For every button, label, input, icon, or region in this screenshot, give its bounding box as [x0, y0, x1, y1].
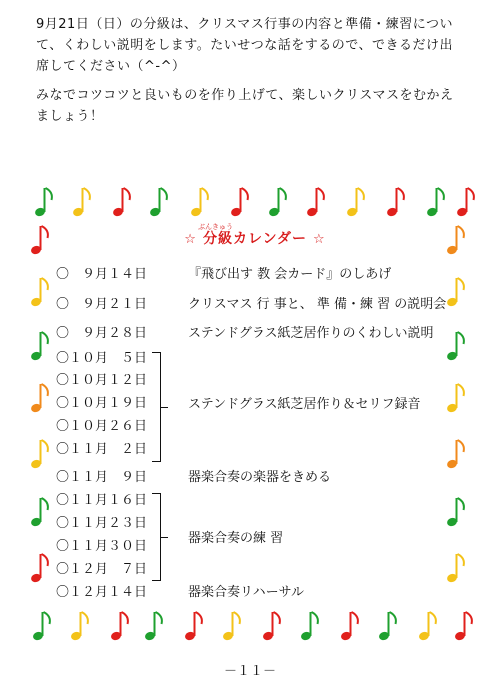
music-note-icon	[454, 612, 472, 641]
music-note-icon	[426, 188, 444, 217]
music-note-icon	[378, 612, 396, 641]
music-note-icon	[268, 188, 286, 217]
bracket-october	[152, 352, 161, 462]
row-date: 〇１０月１９日	[56, 396, 148, 411]
music-note-icon	[30, 554, 48, 583]
music-note-icon	[262, 612, 280, 641]
row-date: 〇１０月 ５日	[56, 351, 148, 366]
music-note-icon	[386, 188, 404, 217]
music-note-icon	[340, 612, 358, 641]
music-note-icon	[144, 612, 162, 641]
event-ensemble-practice: 器楽合奏の練 習	[188, 531, 284, 546]
music-note-icon	[346, 188, 364, 217]
music-note-icon	[30, 440, 48, 469]
event-card-finish: 『飛び出す 教 会カード』のしあげ	[188, 267, 392, 282]
music-note-icon	[446, 440, 464, 469]
star-icon-right: ☆	[313, 232, 326, 247]
event-explanation-meeting: クリスマス 行 事と、 準 備・練 習 の説明会	[188, 297, 447, 312]
music-note-icon	[72, 188, 90, 217]
row-date: 〇 ９月２８日	[56, 326, 148, 341]
music-note-icon	[446, 226, 464, 255]
music-note-icon	[456, 188, 474, 217]
music-note-icon	[446, 554, 464, 583]
row-date: 〇１２月１４日	[56, 585, 148, 600]
row-date: 〇１２月 ７日	[56, 562, 148, 577]
intro-paragraph-2: みなでコツコツと良いものを作り上げて、楽しいクリスマスをむかえましょう！	[36, 88, 454, 124]
music-note-icon	[34, 188, 52, 217]
music-note-icon	[30, 226, 48, 255]
music-note-icon	[190, 188, 208, 217]
music-note-icon	[418, 612, 436, 641]
row-date: 〇１０月１２日	[56, 373, 148, 388]
event-stained-glass-recording: ステンドグラス紙芝居作り＆セリフ録音	[188, 397, 421, 412]
music-note-icon	[446, 384, 464, 413]
row-date: 〇１１月２３日	[56, 516, 148, 531]
intro-paragraph-1: 9月21日（日）の分級は、クリスマス行事の内容と準備・練習について、くわしい説明をします。たいせつな話をするので、できるだけ出席してください（^-^）	[36, 17, 454, 74]
music-note-icon	[149, 188, 167, 217]
music-note-icon	[222, 612, 240, 641]
row-date: 〇 ９月２１日	[56, 297, 148, 312]
music-note-icon	[112, 188, 130, 217]
music-note-icon	[30, 278, 48, 307]
calendar-title	[150, 228, 360, 248]
event-ensemble-rehearsal: 器楽合奏リハーサル	[188, 585, 304, 600]
music-note-icon	[110, 612, 128, 641]
music-note-icon	[30, 384, 48, 413]
row-date: 〇１１月１６日	[56, 493, 148, 508]
row-date: 〇 ９月１４日	[56, 267, 148, 282]
music-note-icon	[306, 188, 324, 217]
star-icon-left: ☆	[184, 232, 197, 247]
music-note-icon	[446, 332, 464, 361]
music-note-icon	[30, 332, 48, 361]
music-note-icon	[70, 612, 88, 641]
row-date: 〇１１月３０日	[56, 539, 148, 554]
row-date: 〇１１月 ２日	[56, 442, 148, 457]
music-note-icon	[30, 498, 48, 527]
row-date: 〇１１月 ９日	[56, 470, 148, 485]
music-note-icon	[446, 498, 464, 527]
music-note-icon	[446, 278, 464, 307]
row-date: 〇１０月２６日	[56, 419, 148, 434]
event-choose-instruments: 器楽合奏の楽器をきめる	[188, 470, 332, 485]
calendar-title-text: 分級カレンダー	[202, 231, 308, 247]
music-note-icon	[300, 612, 318, 641]
event-stained-glass-explanation: ステンドグラス紙芝居作りのくわしい説明	[188, 326, 434, 341]
music-note-icon	[32, 612, 50, 641]
intro-text	[36, 14, 466, 135]
calendar-title-ruby: ぶんきゅう	[198, 223, 233, 231]
bracket-november	[152, 493, 161, 581]
music-note-icon	[184, 612, 202, 641]
music-note-icon	[230, 188, 248, 217]
page-number: －１１－	[223, 664, 276, 679]
